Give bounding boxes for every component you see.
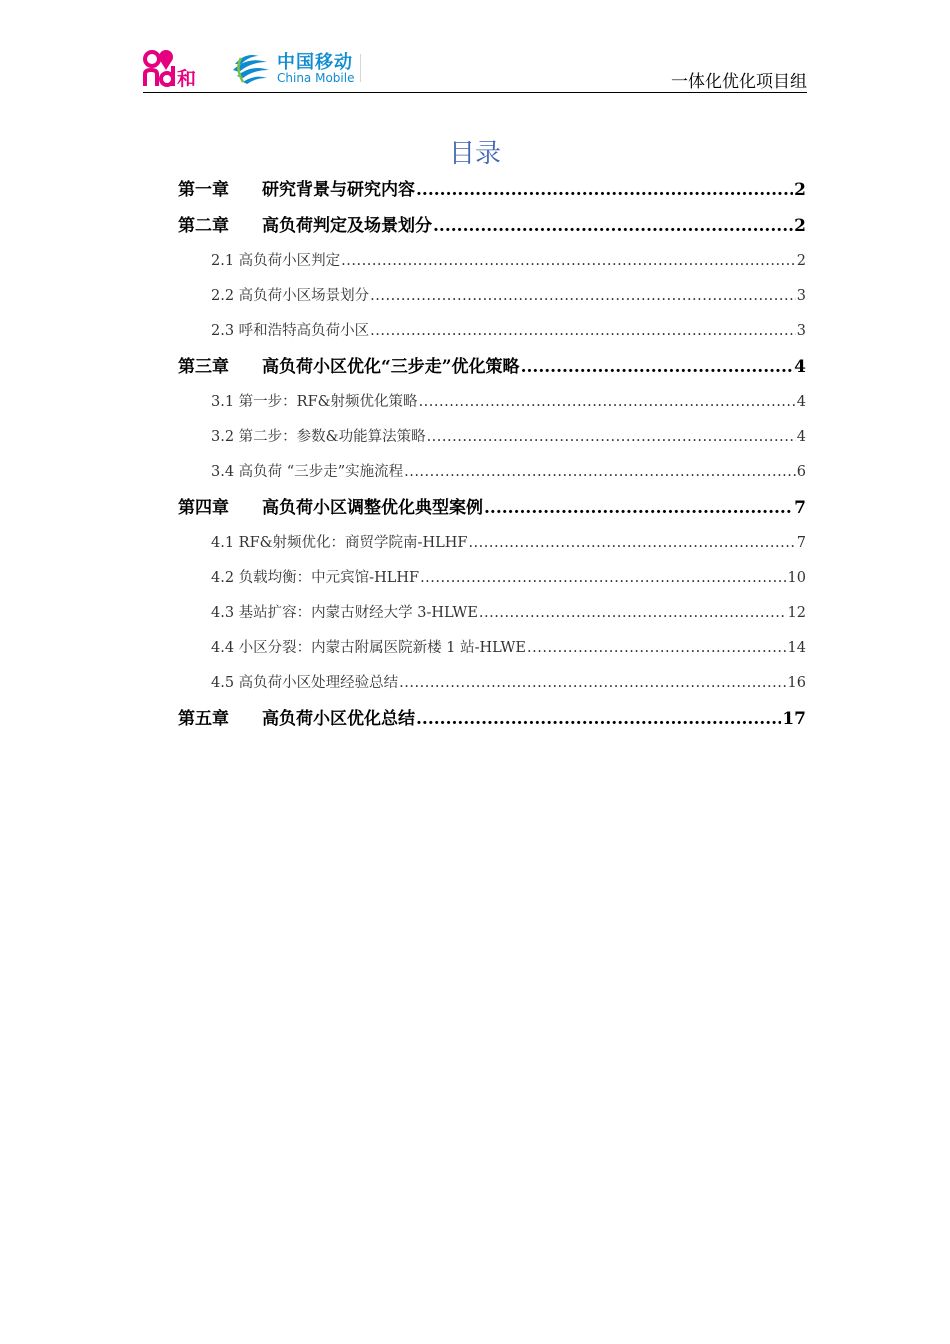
toc-entry-title: 3.2 第二步：参数&功能算法策略 xyxy=(211,429,426,445)
toc-leader-dots xyxy=(416,701,781,737)
toc-entry-title: 2.2 高负荷小区场景划分 xyxy=(211,288,370,304)
toc-page-number: 3 xyxy=(796,323,806,339)
toc-leader-dots xyxy=(399,666,786,701)
toc-chapter-5[interactable] xyxy=(178,701,806,737)
toc-chapter-2[interactable] xyxy=(178,208,806,244)
logo-english-name: China Mobile xyxy=(277,71,355,85)
toc-entry-title: 高负荷小区调整优化典型案例 xyxy=(262,498,483,518)
toc-entry-title: 4.1 RF&射频优化：商贸学院南-HLHF xyxy=(211,535,468,551)
toc-page-number: 2 xyxy=(794,216,806,236)
logo-he-text: 和 xyxy=(177,68,197,88)
toc-leader-dots xyxy=(420,561,786,596)
toc-section-4-3[interactable] xyxy=(178,596,806,631)
toc-entry-title: 研究背景与研究内容 xyxy=(262,180,415,200)
toc-leader-dots xyxy=(370,279,796,314)
toc-entry-title: 2.1 高负荷小区判定 xyxy=(211,253,341,269)
toc-leader-dots xyxy=(521,349,794,385)
toc-section-2-3[interactable] xyxy=(178,314,806,349)
toc-page-number: 14 xyxy=(787,640,806,656)
toc-leader-dots xyxy=(404,455,796,490)
toc-page-number: 6 xyxy=(796,464,806,480)
toc-leader-dots xyxy=(479,596,787,631)
toc-entry-title: 4.2 负载均衡：中元宾馆-HLHF xyxy=(211,570,420,586)
logo-chinese-name: 中国移动 xyxy=(277,52,353,73)
toc-entry-title: 高负荷小区优化“三步走”优化策略 xyxy=(262,357,520,377)
toc-page-number: 7 xyxy=(796,535,806,551)
project-group-name: 一体化优化项目组 xyxy=(671,72,807,92)
china-mobile-swirl-icon xyxy=(231,48,271,88)
toc-chapter-number: 第三章 xyxy=(178,357,229,377)
table-of-contents xyxy=(178,172,806,737)
toc-chapter-3[interactable] xyxy=(178,349,806,385)
toc-leader-dots xyxy=(484,490,793,526)
toc-section-3-4[interactable] xyxy=(178,455,806,490)
toc-title: 目录 xyxy=(448,139,501,169)
page-header xyxy=(143,44,807,93)
toc-page-number: 12 xyxy=(787,605,806,621)
toc-leader-dots xyxy=(370,314,796,349)
toc-page-number: 2 xyxy=(794,180,806,200)
toc-section-3-1[interactable] xyxy=(178,385,806,420)
toc-chapter-number: 第一章 xyxy=(178,180,229,200)
toc-section-4-5[interactable] xyxy=(178,666,806,701)
toc-page-number: 4 xyxy=(796,429,806,445)
toc-section-2-2[interactable] xyxy=(178,279,806,314)
and-he-logo-icon xyxy=(143,48,207,88)
toc-entry-title: 高负荷判定及场景划分 xyxy=(262,216,432,236)
toc-page-number: 16 xyxy=(787,675,806,691)
toc-section-2-1[interactable] xyxy=(178,244,806,279)
toc-section-3-2[interactable] xyxy=(178,420,806,455)
toc-entry-title: 3.4 高负荷 “三步走”实施流程 xyxy=(211,464,404,480)
toc-page-number: 4 xyxy=(794,357,806,377)
toc-chapter-number: 第五章 xyxy=(178,709,229,729)
toc-entry-title: 高负荷小区优化总结 xyxy=(262,709,415,729)
toc-page-number: 3 xyxy=(796,288,806,304)
toc-chapter-number: 第二章 xyxy=(178,216,229,236)
toc-leader-dots xyxy=(419,385,796,420)
toc-entry-title: 3.1 第一步：RF&射频优化策略 xyxy=(211,394,418,410)
toc-page-number: 17 xyxy=(782,709,806,729)
toc-leader-dots xyxy=(416,172,793,208)
toc-chapter-1[interactable] xyxy=(178,172,806,208)
toc-page-number: 7 xyxy=(794,498,806,518)
toc-section-4-1[interactable] xyxy=(178,526,806,561)
toc-section-4-2[interactable] xyxy=(178,561,806,596)
toc-leader-dots xyxy=(341,244,796,279)
toc-page-number: 4 xyxy=(796,394,806,410)
toc-leader-dots xyxy=(427,420,796,455)
toc-page-number: 2 xyxy=(796,253,806,269)
toc-entry-title: 4.4 小区分裂：内蒙古附属医院新楼 1 站-HLWE xyxy=(211,640,527,656)
toc-entry-title: 4.3 基站扩容：内蒙古财经大学 3-HLWE xyxy=(211,605,478,621)
toc-leader-dots xyxy=(468,526,795,561)
logo-divider xyxy=(360,54,361,82)
toc-leader-dots xyxy=(433,208,793,244)
toc-entry-title: 2.3 呼和浩特高负荷小区 xyxy=(211,323,370,339)
toc-chapter-number: 第四章 xyxy=(178,498,229,518)
toc-entry-title: 4.5 高负荷小区处理经验总结 xyxy=(211,675,399,691)
toc-chapter-4[interactable] xyxy=(178,490,806,526)
toc-leader-dots xyxy=(527,631,787,666)
toc-section-4-4[interactable] xyxy=(178,631,806,666)
toc-page-number: 10 xyxy=(787,570,806,586)
